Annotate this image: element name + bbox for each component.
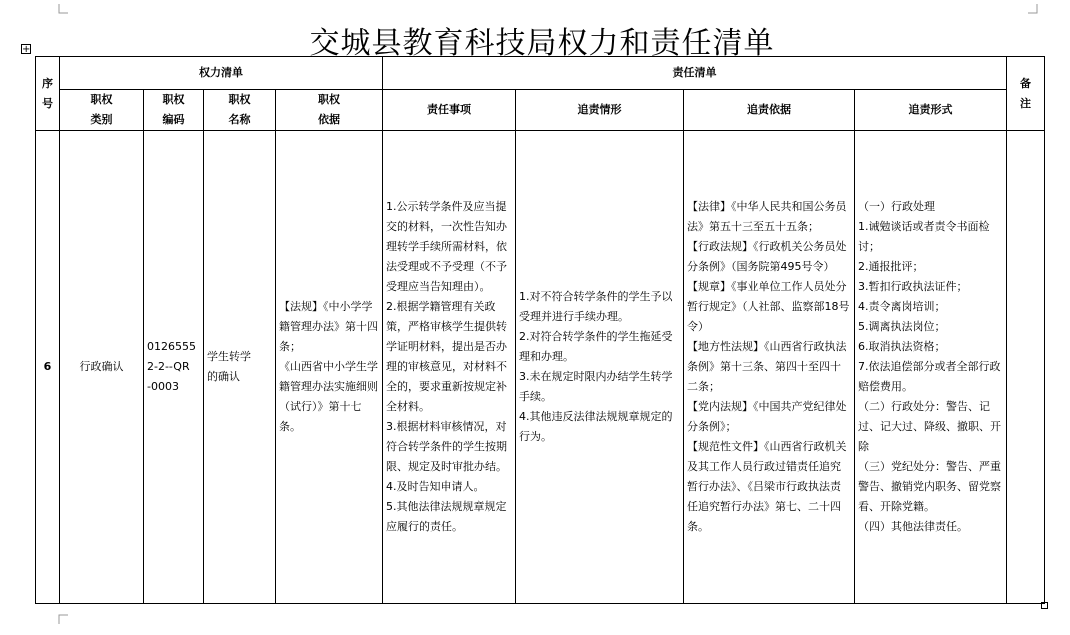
header-accountability-basis: 追责依据 xyxy=(684,90,855,131)
document-title: 交城县教育科技局权力和责任清单 xyxy=(309,26,775,61)
cell-resp-items: 1.公示转学条件及应当提交的材料，一次性告知办理转学手续所需材料，依法受理或不予受理（不予受理应当告知理由）。 2.根据学籍管理有关政策，严格审核学生提供转学证明材料，提出是否办理的审核意见，对材料不全的，要求重新按规定补全材料。 3.根据材料审核情况，对符合转学条件的学生按期限、规定及时审批办结。 4.及时告知申请人。 5.其他法律法规规章规定应履行的责任。 xyxy=(383,131,516,604)
header-seq: 序 号 xyxy=(36,57,60,131)
header-power-code: 职权 编码 xyxy=(144,90,204,131)
crop-mark-icon xyxy=(58,4,68,14)
cell-power-basis: 【法规】《中小学学籍管理办法》第十四条； 《山西省中小学生学籍管理办法实施细则（试行）》第十七条。 xyxy=(276,131,383,604)
header-resp-items: 责任事项 xyxy=(383,90,516,131)
header-accountability-forms: 追责形式 xyxy=(855,90,1007,131)
header-power-name: 职权 名称 xyxy=(204,90,276,131)
cell-remarks xyxy=(1007,131,1045,604)
cell-power-type: 行政确认 xyxy=(60,131,144,604)
table-resize-handle-icon[interactable] xyxy=(1041,602,1048,609)
cell-power-name: 学生转学 的确认 xyxy=(204,131,276,604)
header-power-list: 权力清单 xyxy=(60,57,383,90)
cell-accountability-cases: 1.对不符合转学条件的学生予以受理并进行手续办理。 2.对符合转学条件的学生拖延受理和办理。 3.未在规定时限内办结学生转学手续。 4.其他违反法律法规规章规定的行为。 xyxy=(516,131,684,604)
crop-mark-icon xyxy=(1028,4,1038,14)
header-power-type: 职权 类别 xyxy=(60,90,144,131)
header-power-basis: 职权 依据 xyxy=(276,90,383,131)
cell-power-code: 0126555 2-2--QR -0003 xyxy=(144,131,204,604)
table-move-handle-icon[interactable]: + xyxy=(22,44,31,55)
crop-mark-icon xyxy=(58,614,68,624)
cell-seq: 6 xyxy=(36,131,60,604)
cell-accountability-forms: （一）行政处理 1.诫勉谈话或者责令书面检讨； 2.通报批评； 3.暂扣行政执法证件； 4.责令离岗培训； 5.调离执法岗位； 6.取消执法资格； 7.依法追偿部分或者全部行政赔偿费用。 （二）行政处分：警告、记过、记大过、降级、撤职、开除 （三）党纪处分：警告、严重警告、撤销党内职务、留党察看、开除党籍。 （四）其他法律责任。 xyxy=(855,131,1007,604)
table-row xyxy=(36,131,1045,604)
header-responsibility-list: 责任清单 xyxy=(383,57,1007,90)
header-accountability-cases: 追责情形 xyxy=(516,90,684,131)
header-remarks: 备 注 xyxy=(1007,57,1045,131)
power-responsibility-table xyxy=(35,56,1045,604)
cell-accountability-basis: 【法律】《中华人民共和国公务员法》第五十三至五十五条； 【行政法规】《行政机关公务员处分条例》（国务院第495号令） 【规章】《事业单位工作人员处分暂行规定》（人社部、监察部18号令） 【地方性法规】《山西省行政执法条例》第十三条、第四十至四十二条； 【党内法规】《中国共产党纪律处分条例》； 【规范性文件】《山西省行政机关及其工作人员行政过错责任追究暂行办法》、《吕梁市行政执法责任追究暂行办法》第七、二十四条。 xyxy=(684,131,855,604)
